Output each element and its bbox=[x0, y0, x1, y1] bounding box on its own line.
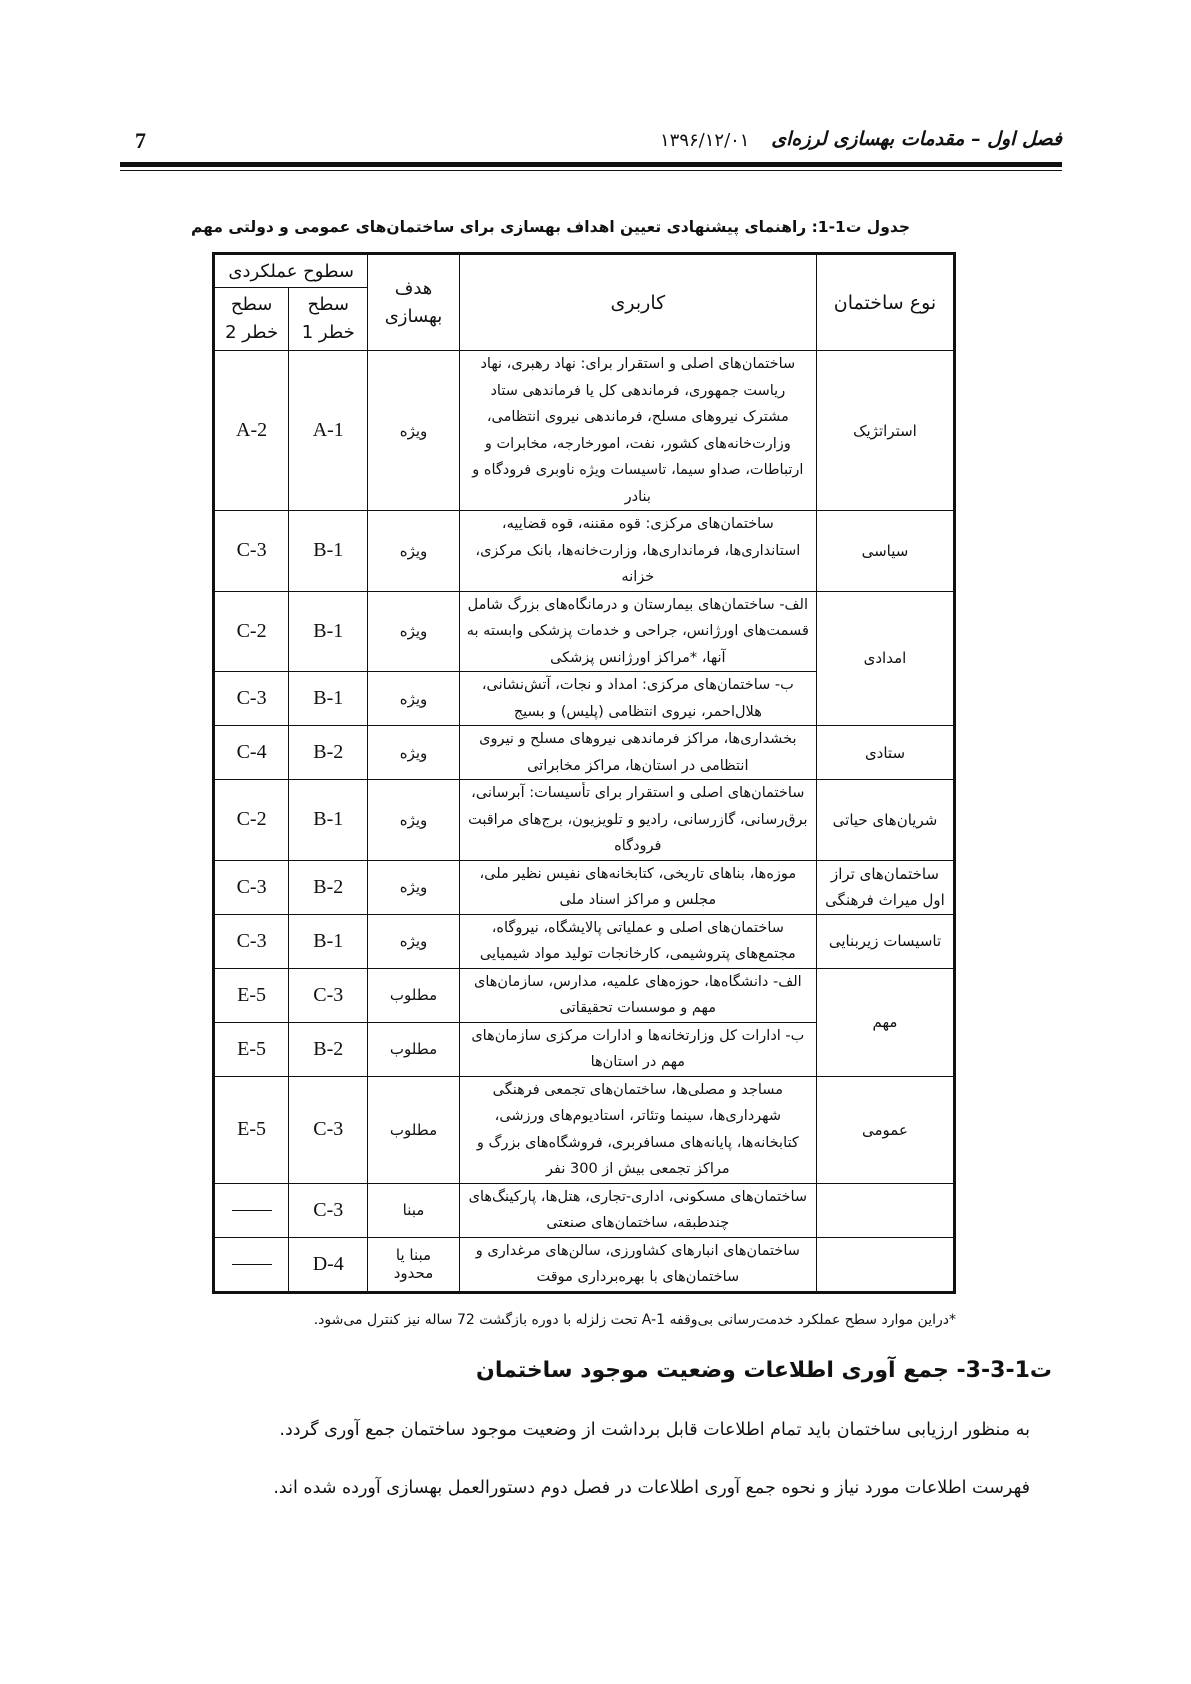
usage-cell: مساجد و مصلی‌ها، ساختمان‌های تجمعی فرهنگی شهرداری‌ها، سینما وتئاتر، استادیوم‌های ورزشی، کتابخانه‌ها، پایانه‌های مسافربری، فروشگاه‌های بزرگ و مراکز تجمعی بیش از 300 نفر bbox=[459, 1076, 816, 1183]
usage-cell: ساختمان‌های اصلی و عملیاتی پالایشگاه، نیروگاه، مجتمع‌های پتروشیمی، کارخانجات تولید مواد شیمیایی bbox=[459, 914, 816, 968]
hazard2-empty-cell bbox=[214, 1183, 289, 1237]
goal-cell: ویژه bbox=[368, 591, 459, 672]
hazard1-cell: B-1 bbox=[289, 591, 368, 672]
hazard2-cell: A-2 bbox=[214, 351, 289, 511]
hazard2-cell: C-2 bbox=[214, 591, 289, 672]
table-row bbox=[214, 511, 955, 592]
hazard1-cell: B-1 bbox=[289, 672, 368, 726]
hazard2-cell: C-4 bbox=[214, 726, 289, 780]
type-strategic: استراتژیک bbox=[816, 351, 954, 511]
goal-cell: مطلوب bbox=[368, 1022, 459, 1076]
usage-cell: موزه‌ها، بناهای تاریخی، کتابخانه‌های نفیس نظیر ملی، مجلس و مراکز اسناد ملی bbox=[459, 860, 816, 914]
header-goal: هدف بهسازی bbox=[368, 254, 459, 351]
type-infrastructure: تاسیسات زیربنایی bbox=[816, 914, 954, 968]
header-rule-thin bbox=[120, 170, 1062, 171]
section-title: ت1-3-3- جمع آوری اطلاعات وضعیت موجود ساختمان bbox=[476, 1358, 1052, 1383]
hazard2-cell: C-3 bbox=[214, 672, 289, 726]
hazard2-cell: C-3 bbox=[214, 860, 289, 914]
chapter-title: فصل اول – مقدمات بهسازی لرزه‌ای bbox=[771, 128, 1062, 150]
type-lifelines: شریان‌های حیاتی bbox=[816, 780, 954, 861]
goal-cell: ویژه bbox=[368, 726, 459, 780]
header-rule-thick bbox=[120, 162, 1062, 167]
goal-cell: ویژه bbox=[368, 914, 459, 968]
hazard1-cell: B-1 bbox=[289, 914, 368, 968]
header-building-type: نوع ساختمان bbox=[816, 254, 954, 351]
header-performance-levels: سطوح عملکردی bbox=[214, 254, 368, 288]
usage-cell: بخشداری‌ها، مراکز فرماندهی نیروهای مسلح و نیروی انتظامی در استان‌ها، مراکز مخابراتی bbox=[459, 726, 816, 780]
goal-cell: ویژه bbox=[368, 780, 459, 861]
goal-cell: ویژه bbox=[368, 511, 459, 592]
type-political: سیاسی bbox=[816, 511, 954, 592]
table-row bbox=[214, 1237, 955, 1292]
hazard2-cell: E-5 bbox=[214, 1076, 289, 1183]
type-public: عمومی bbox=[816, 1076, 954, 1183]
usage-cell: ب- ادارات کل وزارتخانه‌ها و ادارات مرکزی سازمان‌های مهم در استان‌ها bbox=[459, 1022, 816, 1076]
header-hazard-2: سطح خطر 2 bbox=[214, 288, 289, 351]
hazard1-cell: C-3 bbox=[289, 1076, 368, 1183]
hazard1-cell: B-1 bbox=[289, 511, 368, 592]
hazard1-cell: B-2 bbox=[289, 860, 368, 914]
seismic-goals-table bbox=[212, 252, 956, 1294]
header-date: ۱۳۹۶/۱۲/۰۱ bbox=[660, 130, 750, 151]
usage-cell: ب- ساختمان‌های مرکزی: امداد و نجات، آتش‌نشانی، هلال‌احمر، نیروی انتظامی (پلیس) و بسیج bbox=[459, 672, 816, 726]
usage-cell: ساختمان‌های مسکونی، اداری-تجاری، هتل‌ها، پارکینگ‌های چندطبقه، ساختمان‌های صنعتی bbox=[459, 1183, 816, 1237]
table-row bbox=[214, 591, 955, 672]
dash-mark bbox=[232, 1264, 272, 1265]
paragraph: به منظور ارزیابی ساختمان باید تمام اطلاعات قابل برداشت از وضعیت موجود ساختمان جمع آوری گردد. bbox=[279, 1420, 1030, 1440]
usage-cell: ساختمان‌های انبارهای کشاورزی، سالن‌های مرغداری و ساختمان‌های با بهره‌برداری موقت bbox=[459, 1237, 816, 1292]
table-row bbox=[214, 1183, 955, 1237]
table-row bbox=[214, 914, 955, 968]
type-empty bbox=[816, 1237, 954, 1292]
paragraph: فهرست اطلاعات مورد نیاز و نحوه جمع آوری اطلاعات در فصل دوم دستورالعمل بهسازی آورده شده اند. bbox=[273, 1478, 1030, 1498]
hazard2-cell: C-3 bbox=[214, 914, 289, 968]
hazard2-cell: E-5 bbox=[214, 968, 289, 1022]
type-empty bbox=[816, 1183, 954, 1237]
header-usage: کاربری bbox=[459, 254, 816, 351]
type-staff: ستادی bbox=[816, 726, 954, 780]
type-important: مهم bbox=[816, 968, 954, 1076]
usage-cell: ساختمان‌های اصلی و استقرار برای: نهاد رهبری، نهاد ریاست جمهوری، فرماندهی کل یا فرماندهی ستاد مشترک نیروهای مسلح، فرماندهی نیروی انتظامی، وزارت‌خانه‌های کشور، نفت، امورخارجه، مخابرات و ارتباطات، صداو سیما، تاسیسات ویژه ناوبری فرودگاه و بنادر bbox=[459, 351, 816, 511]
hazard2-cell: C-3 bbox=[214, 511, 289, 592]
goal-cell: مبنا bbox=[368, 1183, 459, 1237]
page-header bbox=[120, 128, 1062, 158]
hazard1-cell: B-1 bbox=[289, 780, 368, 861]
table-row bbox=[214, 726, 955, 780]
goal-cell: ویژه bbox=[368, 860, 459, 914]
table-caption: جدول ت1-1: راهنمای پیشنهادی تعیین اهداف بهسازی برای ساختمان‌های عمومی و دولتی مهم bbox=[190, 218, 910, 236]
table-row bbox=[214, 1076, 955, 1183]
hazard1-cell: D-4 bbox=[289, 1237, 368, 1292]
table-row bbox=[214, 968, 955, 1022]
goal-cell: ویژه bbox=[368, 351, 459, 511]
goal-cell: مطلوب bbox=[368, 1076, 459, 1183]
table-row bbox=[214, 351, 955, 511]
header-hazard-1: سطح خطر 1 bbox=[289, 288, 368, 351]
goal-cell: ویژه bbox=[368, 672, 459, 726]
hazard1-cell: A-1 bbox=[289, 351, 368, 511]
table-row bbox=[214, 860, 955, 914]
hazard2-cell: E-5 bbox=[214, 1022, 289, 1076]
hazard1-cell: B-2 bbox=[289, 1022, 368, 1076]
goal-cell: مطلوب bbox=[368, 968, 459, 1022]
table-footnote: *دراین موارد سطح عملکرد خدمت‌رسانی بی‌وقفه A-1 تحت زلزله با دوره بازگشت 72 ساله نیز کنترل می‌شود. bbox=[313, 1312, 956, 1328]
usage-cell: ساختمان‌های مرکزی: قوه مقننه، قوه قضاییه، استانداری‌ها، فرمانداری‌ها، وزارت‌خانه‌ها، بانک مرکزی، خزانه bbox=[459, 511, 816, 592]
type-relief: امدادی bbox=[816, 591, 954, 726]
dash-mark bbox=[232, 1210, 272, 1211]
page-number: 7 bbox=[135, 128, 146, 153]
hazard1-cell: B-2 bbox=[289, 726, 368, 780]
usage-cell: الف- ساختمان‌های بیمارستان و درمانگاه‌های بزرگ شامل قسمت‌های اورژانس، جراحی و خدمات پزشکی وابسته به آنها، *مراکز اورژانس پزشکی bbox=[459, 591, 816, 672]
goal-cell: مبنا یا محدود bbox=[368, 1237, 459, 1292]
hazard1-cell: C-3 bbox=[289, 968, 368, 1022]
table-row bbox=[214, 780, 955, 861]
hazard2-cell: C-2 bbox=[214, 780, 289, 861]
type-heritage: ساختمان‌های تراز اول میراث فرهنگی bbox=[816, 860, 954, 914]
hazard2-empty-cell bbox=[214, 1237, 289, 1292]
hazard1-cell: C-3 bbox=[289, 1183, 368, 1237]
usage-cell: الف- دانشگاه‌ها، حوزه‌های علمیه، مدارس، سازمان‌های مهم و موسسات تحقیقاتی bbox=[459, 968, 816, 1022]
usage-cell: ساختمان‌های اصلی و استقرار برای تأسیسات: آبرسانی، برق‌رسانی، گازرسانی، رادیو و تلویزیون، برج‌های مراقبت فرودگاه bbox=[459, 780, 816, 861]
